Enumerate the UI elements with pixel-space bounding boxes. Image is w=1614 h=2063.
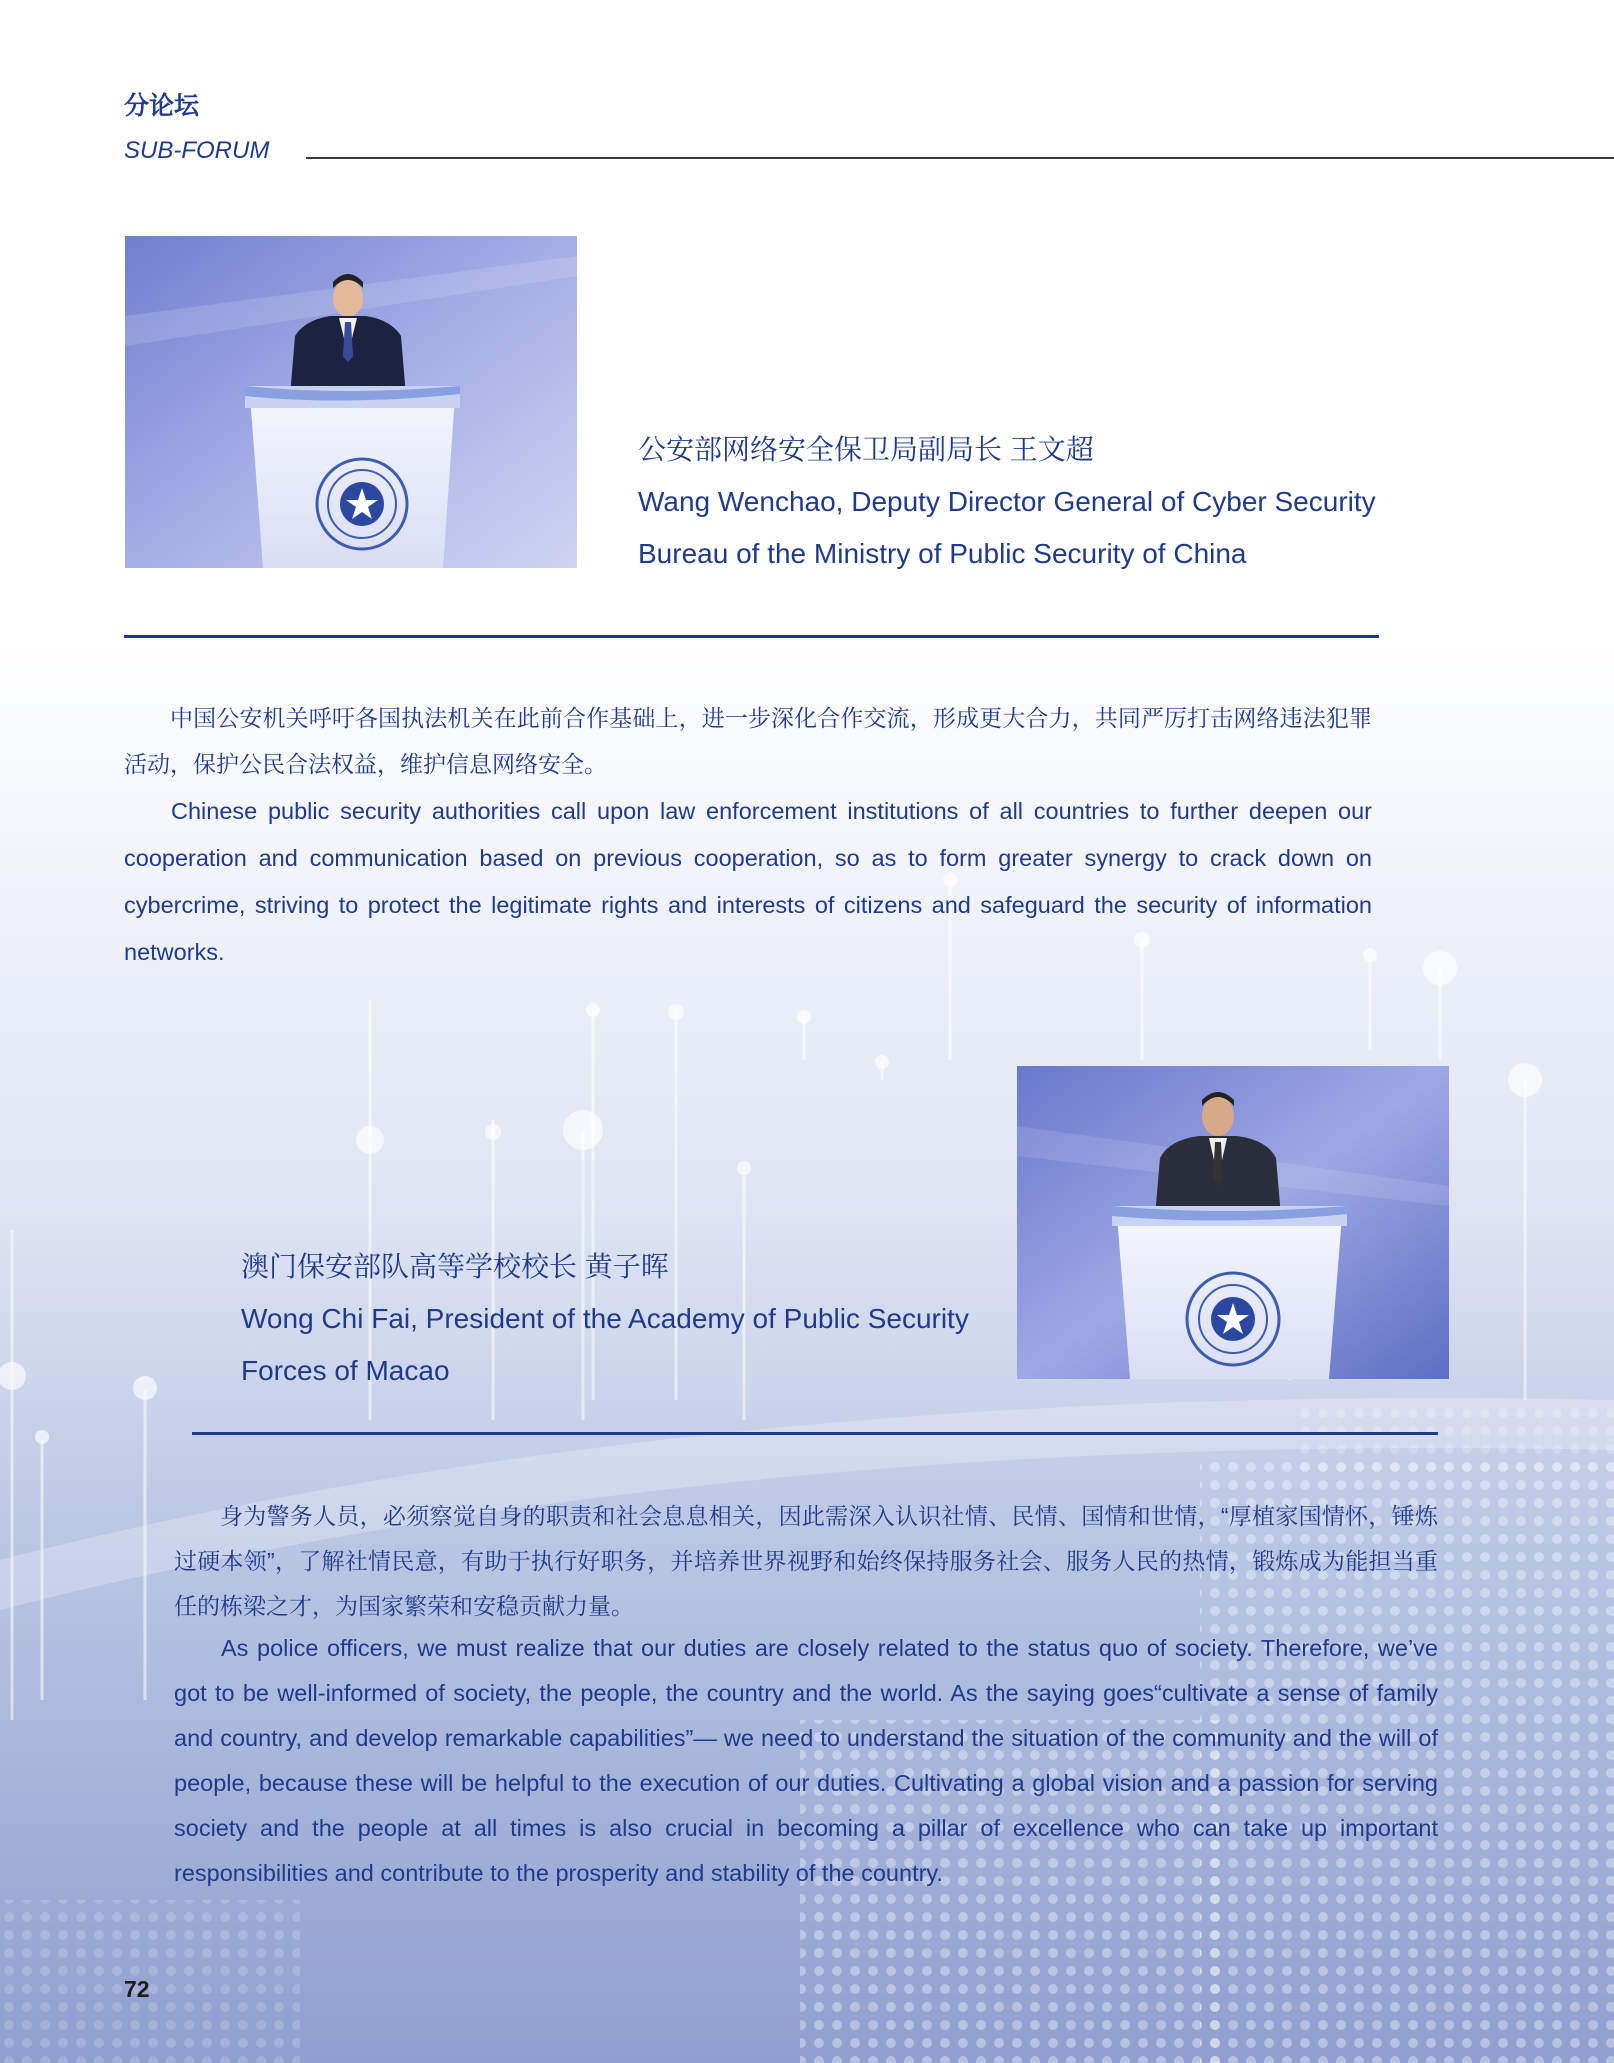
speaker1-paragraph-en: Chinese public security authorities call upon law enforcement institutions of all countries to further deepen our cooperation and communication based on previous cooperation, so as to form greater synergy to crack down on cybercrime, striving to protect the legitimate rights and interests of citizens and safeguard the security of information networks. [124, 798, 1372, 965]
section-title-en: SUB-FORUM [124, 137, 270, 164]
speaker2-photo [1017, 1066, 1449, 1379]
speaker1-title-en-line1: Wang Wenchao, Deputy Director General of Cyber Security [638, 486, 1376, 517]
speaker2-title-en-line2: Forces of Macao [241, 1355, 450, 1386]
speaker2-title-zh: 澳门保安部队高等学校校长 黄子晖 [241, 1251, 669, 1282]
speaker2-divider [192, 1432, 1438, 1435]
speaker1-caption [638, 424, 1376, 580]
speaker1-title-zh: 公安部网络安全保卫局副局长 王文超 [638, 434, 1094, 465]
header-divider [306, 157, 1614, 159]
section-title-zh: 分论坛 [124, 92, 200, 120]
speaker1-paragraph-zh: 中国公安机关呼吁各国执法机关在此前合作基础上，进一步深化合作交流，形成更大合力，共同严厉打击网络违法犯罪活动，保护公民合法权益，维护信息网络安全。 [124, 705, 1372, 777]
page-number: 72 [124, 1976, 150, 2002]
speaker1-divider [124, 635, 1379, 638]
speaker2-paragraph-zh: 身为警务人员，必须察觉自身的职责和社会息息相关，因此需深入认识社情、民情、国情和世情，“厚植家国情怀，锤炼过硬本领”，了解社情民意，有助于执行好职务，并培养世界视野和始终保持服务社会、服务人民的热情，锻炼成为能担当重任的栋梁之才，为国家繁荣和安稳贡献力量。 [174, 1503, 1438, 1619]
speaker2-paragraph-en: As police officers, we must realize that our duties are closely related to the status quo of society. Therefore, we’ve got to be well-informed of society, the people, the country and the world. As the saying goes“cultivate a sense of family and country, and develop remarkable capabilities”— we need to understand the situation of the community and the will of people, because these will be helpful to the execution of our duties. Cultivating a global vision and a passion for serving society and the people at all times is also crucial in becoming a pillar of excellence who can take up important responsibilities and contribute to the prosperity and stability of the country. [174, 1635, 1438, 1886]
speaker1-photo [125, 236, 577, 568]
speaker1-title-en-line2: Bureau of the Ministry of Public Security of China [638, 538, 1247, 569]
speaker2-caption [241, 1241, 969, 1397]
speaker2-title-en-line1: Wong Chi Fai, President of the Academy of Public Security [241, 1303, 969, 1334]
